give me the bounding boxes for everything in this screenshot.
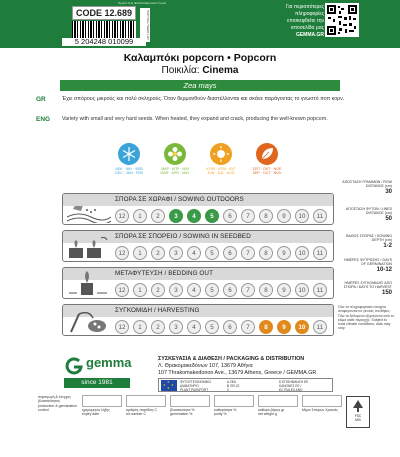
batch-info-row (38, 395, 338, 435)
snowflake-icon (118, 143, 140, 165)
side-row-distance (340, 180, 392, 196)
season-label-gr: ΣΕΠ · ΟΚΤ · ΝΟΕ (252, 167, 282, 171)
calendar-row-label: ΣΠΟΡΑ ΣΕ ΣΠΟΡΕΙΟ / SOWING IN SEEDBED (115, 233, 251, 240)
sun-icon (210, 143, 232, 165)
batch-label-en: net weight g (258, 412, 277, 417)
month-11: 11 (313, 283, 327, 297)
batch-label-gr: αριθμός παρτίδας C (126, 408, 158, 412)
month-3: 3 (169, 209, 183, 223)
month-7: 7 (241, 283, 255, 297)
passport-code: A ZEA (227, 380, 237, 384)
month-2: 2 (151, 283, 165, 297)
value-box (258, 395, 298, 407)
fsc-line: MIX (355, 418, 361, 422)
side-label: ΑΠΟΣΤΑΣΗ ΓΡΑΜΜΩΝ / ROW DISTANCE (cm) (342, 180, 392, 189)
description-en: Variety with small and very hard seeds. When heated, they expand and crack, producing the well-known popcorn. (62, 116, 328, 122)
value-box (82, 395, 122, 407)
month-5: 5 (205, 320, 219, 334)
variety-name: Cinema (202, 65, 239, 76)
product-code: CODE 12.689 (72, 6, 136, 20)
month-6: 6 (223, 209, 237, 223)
barcode-number: 5 204248 010099 (62, 38, 146, 46)
qr-code[interactable] (325, 3, 359, 37)
batch-label-en: production & germination control (38, 403, 77, 412)
month-7: 7 (241, 246, 255, 260)
month-7: 7 (241, 320, 255, 334)
season-summer (202, 143, 240, 176)
month-strip (115, 246, 331, 260)
gr-code: GR (36, 96, 46, 103)
seedbed-icon (65, 232, 111, 260)
month-6: 6 (223, 320, 237, 334)
qr-note-line: επισκεφθείτε την (287, 18, 324, 24)
eng-code: ENG (36, 116, 51, 123)
side-harvest-days (340, 281, 392, 297)
calendar-row-sowing-outdoors (62, 193, 334, 225)
batch-label-gr: βλαστικότητα % (170, 408, 195, 412)
fsc-line: FSC (354, 414, 362, 418)
season-label-en: DEC · JAN · FEB (115, 171, 143, 176)
climate-disclaimer: Όλα τα πληροφοριακά στοιχεία αναφέρονται σε γενικές συνθήκες. Όλα τα δεδομένα εξαρτώνται από το κλίμα κάθε περιοχής. Subject to local climate conditions, data may vary. (338, 305, 395, 331)
calendar-row-sowing-seedbed (62, 230, 334, 262)
passport-codes (227, 380, 239, 392)
passport-title (180, 380, 211, 392)
website-link[interactable]: GEMMA.GR (295, 32, 324, 38)
season-winter (110, 143, 148, 176)
season-label-en: SEP · OCT · NOV (252, 171, 282, 176)
address-gr: Λ. Θρακομακεδόνων 107, 13679 Αθήνα (158, 363, 253, 369)
calendar-row-bedding-out (62, 267, 334, 299)
batch-label-gr: καθαρότητα % (214, 408, 237, 412)
month-12: 12 (115, 320, 129, 334)
header-band (0, 0, 400, 48)
side-value: 10-12 (376, 266, 392, 273)
month-8: 8 (259, 209, 273, 223)
season-label-gr: ΜΑΡ · ΑΠΡ · ΜΑΪ (161, 167, 189, 171)
side-label: ΗΜΕΡΕΣ ΣΥΓΚΟΜΙΔΗΣ ΑΠΟ ΣΠΟΡΑ / DAYS TO HARVEST (343, 281, 392, 290)
qr-note-line: ιστοσελίδα μας (290, 25, 324, 31)
value-box (302, 395, 342, 407)
month-9: 9 (277, 320, 291, 334)
month-6: 6 (223, 246, 237, 260)
plant-passport (158, 378, 333, 392)
harvest-icon (65, 306, 111, 334)
latin-name: Zea mays (60, 80, 340, 91)
batch-label-en: lot number C (126, 412, 147, 417)
month-strip (115, 209, 331, 223)
side-value: 30 (385, 188, 392, 195)
batch-label-gr: Μέρα Σπόρων Χρονιάς (302, 408, 338, 412)
calendar-row-label: ΣΥΓΚΟΜΙΔΗ / HARVESTING (115, 307, 200, 314)
batch-col (38, 395, 78, 412)
brand-name: gemma (86, 355, 132, 370)
batch-col (302, 395, 342, 412)
value-box (170, 395, 210, 407)
month-1: 1 (133, 246, 147, 260)
batch-col (214, 395, 254, 417)
qr-code-icon (327, 5, 357, 35)
month-1: 1 (133, 283, 147, 297)
side-label: ΗΜΕΡΕΣ ΦΥΤΡΩΣΗΣ / DAYS OF GERMINATION (344, 258, 392, 267)
batch-label-en: purity % (214, 412, 227, 417)
month-11: 11 (313, 320, 327, 334)
month-1: 1 (133, 209, 147, 223)
month-3: 3 (169, 283, 183, 297)
batch-label-gr: παραγωγή & έλεγχος βλαστικότητας (38, 395, 71, 404)
variety-prefix: Ποικιλία: (161, 65, 203, 76)
month-10: 10 (295, 246, 309, 260)
month-3: 3 (169, 320, 183, 334)
side-value: 1-2 (383, 242, 392, 249)
origin-note: Προϊόν Ε.Ε./Ελλάδα/Εργασία Γενικά (118, 1, 167, 5)
month-1: 1 (133, 320, 147, 334)
variety-line (0, 65, 400, 76)
value-box (126, 395, 166, 407)
batch-col (258, 395, 298, 417)
month-6: 6 (223, 283, 237, 297)
passport-rules (279, 380, 308, 392)
season-label-gr: ΙΟΥΝ · ΙΟΥΛ · ΑΥΓ (206, 167, 236, 171)
passport-rule: D ΕΠΙΣΗΜΑΝΣΗ ΕΕ (279, 380, 309, 384)
month-12: 12 (115, 246, 129, 260)
side-germination-days (340, 258, 392, 274)
qr-note-line: πληροφορίες (295, 11, 324, 17)
passport-rule: EC RULES AND (279, 388, 303, 392)
month-2: 2 (151, 209, 165, 223)
side-value: 150 (381, 289, 392, 296)
season-label-en: JUN · JUL · AUG (207, 171, 235, 176)
pack-title: ΣΥΣΚΕΥΑΣΙΑ & ΔΙΑΘΕΣΗ / PACKAGING & DISTRIBUTION (158, 356, 305, 362)
month-10: 10 (295, 283, 309, 297)
month-8: 8 (259, 283, 273, 297)
passport-line: ΔΙΑΒΑΤΗΡΙΟ (180, 384, 199, 388)
month-8: 8 (259, 320, 273, 334)
batch-col (126, 395, 166, 417)
season-spring (156, 143, 194, 176)
month-7: 7 (241, 209, 255, 223)
month-12: 12 (115, 283, 129, 297)
side-sowing-depth (340, 234, 392, 250)
qr-note-line: Για περισσότερες (285, 4, 324, 10)
batch-col (82, 395, 122, 417)
eu-flag-icon: ★ ★ ★ ★ (161, 380, 177, 391)
month-2: 2 (151, 246, 165, 260)
address-en: 107 Thrakomakedonon Ave., 13679 Athens, Greece / GEMMA.GR (158, 370, 317, 376)
month-strip (115, 320, 331, 334)
month-5: 5 (205, 283, 219, 297)
month-5: 5 (205, 209, 219, 223)
leaf-icon (256, 143, 278, 165)
batch-col (170, 395, 210, 417)
passport-code: B GR-22 (227, 384, 240, 388)
calendar-row-label: ΣΠΟΡΑ ΣΕ ΧΩΡΑΦΙ / SOWING OUTDOORS (115, 196, 244, 203)
season-autumn (248, 143, 286, 176)
passport-rule: ΚΑΝΟΝΕΣ ΕΕ / (279, 384, 302, 388)
month-8: 8 (259, 246, 273, 260)
side-label: ΑΠΟΣΤΑΣΗ ΦΥΤΩΝ / LINES DISTANCE (cm) (345, 207, 392, 216)
month-2: 2 (151, 320, 165, 334)
month-11: 11 (313, 209, 327, 223)
month-3: 3 (169, 246, 183, 260)
seasons-legend (110, 143, 290, 191)
barcode (72, 21, 136, 38)
seed-lot-box: ΠΑΡΤΙΔΑ / SEED LOT (140, 8, 150, 42)
qr-note (268, 4, 324, 39)
fsc-badge (346, 396, 370, 428)
month-12: 12 (115, 209, 129, 223)
transplant-icon (65, 269, 111, 297)
description-gr: Έχει σπόρους μικρούς και πολύ σκληρούς. Όταν θερμανθούν διαστέλλονται και σκάνε παράγοντας το γνωστό ποπ κορν. (62, 96, 345, 102)
since-badge: since 1981 (64, 378, 130, 388)
side-label: ΒΑΘΟΣ ΣΠΟΡΑΣ / SOWING DEPTH (cm) (346, 234, 392, 243)
passport-line: PLANT PASSPORT (180, 388, 209, 392)
season-label-en: MAR · APR · MAY (160, 171, 190, 176)
month-4: 4 (187, 320, 201, 334)
batch-label-en: germination % (170, 412, 193, 417)
calendar-row-harvesting (62, 304, 334, 336)
month-9: 9 (277, 283, 291, 297)
month-4: 4 (187, 283, 201, 297)
month-4: 4 (187, 246, 201, 260)
month-4: 4 (187, 209, 201, 223)
month-strip (115, 283, 331, 297)
batch-label-gr: καθαρό βάρος gr (258, 408, 285, 412)
passport-line: ΦΥΤΟΥΓΕΙΟΝΟΜΙΚΟ (180, 380, 212, 384)
flower-icon (164, 143, 186, 165)
gemma-g-icon (64, 355, 84, 375)
season-label-gr: ΔΕΚ · ΙΑΝ · ΦΕΒ (115, 167, 143, 171)
month-10: 10 (295, 209, 309, 223)
month-11: 11 (313, 246, 327, 260)
passport-code: C (227, 388, 230, 392)
month-9: 9 (277, 246, 291, 260)
batch-label-gr: ημερομηνία λήξης (82, 408, 110, 412)
month-5: 5 (205, 246, 219, 260)
value-box (214, 395, 254, 407)
batch-label-en: expiry date (82, 412, 100, 417)
side-value: 50 (385, 215, 392, 222)
fsc-tree-icon (351, 399, 365, 413)
product-title: Καλαμπόκι popcorn • Popcorn (123, 52, 277, 64)
calendar-row-label: ΜΕΤΑΦΥΤΕΥΣΗ / BEDDING OUT (115, 270, 214, 277)
month-10: 10 (295, 320, 309, 334)
month-9: 9 (277, 209, 291, 223)
side-lines-distance (340, 207, 392, 223)
